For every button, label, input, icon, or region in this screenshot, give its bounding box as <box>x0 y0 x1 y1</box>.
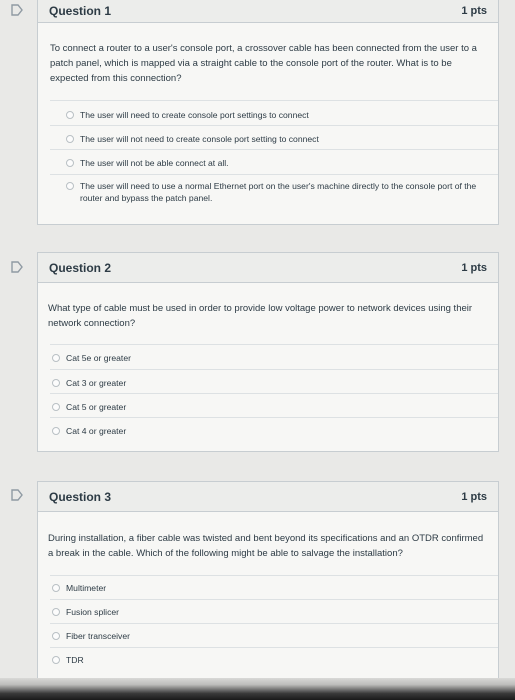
answer-option[interactable] <box>50 393 498 417</box>
answer-label: The user will need to use a normal Ethernet port on the user's machine directly to the console port of the router and bypass the patch panel. <box>80 181 477 203</box>
question-title: Question 2 <box>49 260 112 275</box>
radio-button-icon[interactable] <box>52 608 60 616</box>
question-header <box>38 482 498 512</box>
answer-label: Fiber transceiver <box>66 631 130 641</box>
radio-button-icon[interactable] <box>66 135 74 143</box>
radio-button-icon[interactable] <box>52 632 60 640</box>
answer-option[interactable] <box>50 623 498 647</box>
question-title: Question 3 <box>49 489 112 504</box>
answer-option[interactable] <box>50 344 498 369</box>
answer-label: Cat 5 or greater <box>66 402 127 412</box>
answer-option[interactable] <box>50 575 498 599</box>
answer-label: The user will not need to create console port setting to connect <box>80 134 319 144</box>
question-text: During installation, a fiber cable was twisted and bent beyond its specifications and an OTDR confirmed a break in the cable. Which of the following might be able to salvage the installation? <box>48 533 484 559</box>
answer-list <box>50 575 498 671</box>
answer-list <box>50 100 498 222</box>
flag-question-3-icon[interactable] <box>10 489 24 501</box>
answer-label: Cat 3 or greater <box>66 378 127 388</box>
answer-label: TDR <box>66 655 84 665</box>
answer-option[interactable] <box>50 417 498 441</box>
answer-option[interactable] <box>50 599 498 623</box>
answer-option[interactable] <box>50 125 498 149</box>
question-header <box>38 253 498 283</box>
answer-option[interactable] <box>50 647 498 671</box>
radio-button-icon[interactable] <box>52 403 60 411</box>
question-text: What type of cable must be used in order to provide low voltage power to network devices using their network connection? <box>48 303 473 329</box>
answer-label: Multimeter <box>66 583 107 593</box>
question-text: To connect a router to a user's console port, a crossover cable has been connected from the user to a patch panel, which is mapped via a straight cable to the console port of the router. What is to be expected from this connection? <box>50 43 477 84</box>
question-card-2 <box>37 252 499 452</box>
question-points: 1 pts <box>461 5 487 17</box>
radio-button-icon[interactable] <box>66 159 74 167</box>
question-points: 1 pts <box>461 261 487 274</box>
answer-option[interactable] <box>50 369 498 393</box>
question-card-1 <box>37 0 499 225</box>
radio-button-icon[interactable] <box>52 379 60 387</box>
flag-question-1-icon[interactable] <box>10 4 24 16</box>
question-points: 1 pts <box>461 490 487 503</box>
radio-button-icon[interactable] <box>52 427 60 435</box>
flag-question-2-icon[interactable] <box>10 261 24 273</box>
question-header <box>38 0 498 23</box>
answer-option[interactable] <box>50 100 498 125</box>
radio-button-icon[interactable] <box>52 354 60 362</box>
radio-button-icon[interactable] <box>52 656 60 664</box>
answer-label: The user will need to create console port settings to connect <box>80 110 309 120</box>
question-title: Question 1 <box>49 4 112 18</box>
answer-label: The user will not be able connect at all. <box>80 158 229 168</box>
answer-list <box>50 344 498 441</box>
answer-label: Cat 5e or greater <box>66 353 131 363</box>
question-card-3 <box>37 481 499 681</box>
answer-option[interactable] <box>50 174 498 222</box>
answer-option[interactable] <box>50 149 498 174</box>
answer-label: Cat 4 or greater <box>66 426 127 436</box>
answer-label: Fusion splicer <box>66 607 120 617</box>
radio-button-icon[interactable] <box>66 111 74 119</box>
radio-button-icon[interactable] <box>52 584 60 592</box>
radio-button-icon[interactable] <box>66 182 74 190</box>
photo-bottom-edge <box>0 678 515 700</box>
